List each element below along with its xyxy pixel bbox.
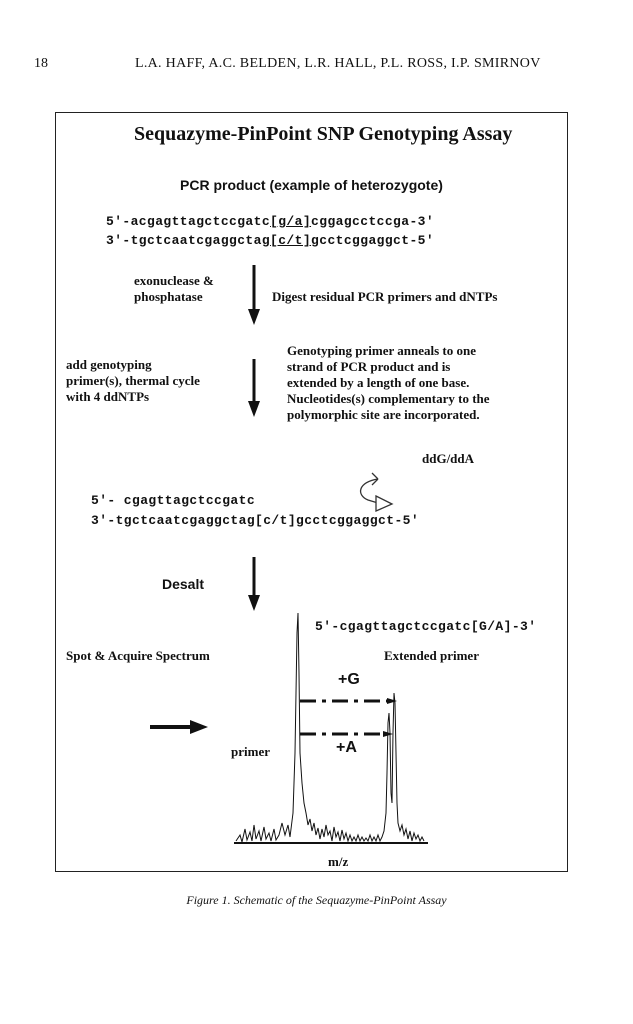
right-arrow-icon [150, 720, 208, 734]
seq-part: gcctcggaggct-5' [311, 233, 435, 248]
extended-primer-label: Extended primer [384, 648, 479, 663]
page-number: 18 [34, 56, 48, 71]
running-head: L.A. HAFF, A.C. BELDEN, L.R. HALL, P.L. ROSS, I.P. SMIRNOV [135, 56, 541, 71]
polymorphic-site: [c/t] [270, 233, 312, 248]
polymorphic-site: [g/a] [270, 214, 312, 229]
primer-peak-label: primer [231, 744, 270, 759]
step1-left-line: exonuclease & [134, 273, 214, 288]
mz-axis-label: m/z [328, 854, 349, 869]
step1-left-line: phosphatase [134, 289, 203, 304]
down-arrow-icon [248, 265, 260, 325]
step2-left-line: add genotyping [66, 357, 152, 372]
ddg-dda-label: ddG/ddA [422, 451, 475, 466]
mass-spectrum [234, 613, 428, 843]
step2-right-line: Genotyping primer anneals to one [287, 343, 476, 358]
step2-right-line: extended by a length of one base. [287, 375, 470, 390]
figure-graphics [56, 113, 567, 871]
seq-part: cggagcctccga-3' [311, 214, 435, 229]
seq-part: 3'-tgctcaatcgaggctag [106, 233, 271, 248]
template-sequence: 3'-tgctcaatcgaggctag[c/t]gcctcggaggct-5' [91, 513, 420, 528]
desalt-label: Desalt [162, 576, 205, 592]
step2-right-line: strand of PCR product and is [287, 359, 451, 374]
curved-extension-arrow-icon [361, 473, 392, 511]
down-arrow-icon [248, 557, 260, 611]
spectrum-trace [236, 613, 424, 842]
figure-caption: Figure 1. Schematic of the Sequazyme-PinPoint Assay [186, 893, 447, 907]
step1-right: Digest residual PCR primers and dNTPs [272, 289, 498, 304]
seq-part: 5'-acgagttagctccgatc [106, 214, 271, 229]
genotyping-primer-sequence: 5'- cgagttagctccgatc [91, 493, 256, 508]
down-arrow-icon [248, 359, 260, 417]
pcr-heading: PCR product (example of heterozygote) [180, 177, 443, 193]
spot-acquire-label: Spot & Acquire Spectrum [66, 648, 210, 663]
plus-a-label: +A [336, 739, 357, 756]
figure-box [55, 112, 568, 872]
plus-g-label: +G [338, 671, 360, 688]
step2-left-line: primer(s), thermal cycle [66, 373, 200, 388]
step2-right-line: Nucleotides(s) complementary to the [287, 391, 490, 406]
step2-left-line: with 4 ddNTPs [66, 389, 150, 404]
step2-right-line: polymorphic site are incorporated. [287, 407, 480, 422]
figure-title: Sequazyme-PinPoint SNP Genotyping Assay [134, 123, 513, 145]
extended-primer-sequence: 5'-cgagttagctccgatc[G/A]-3' [315, 619, 537, 634]
